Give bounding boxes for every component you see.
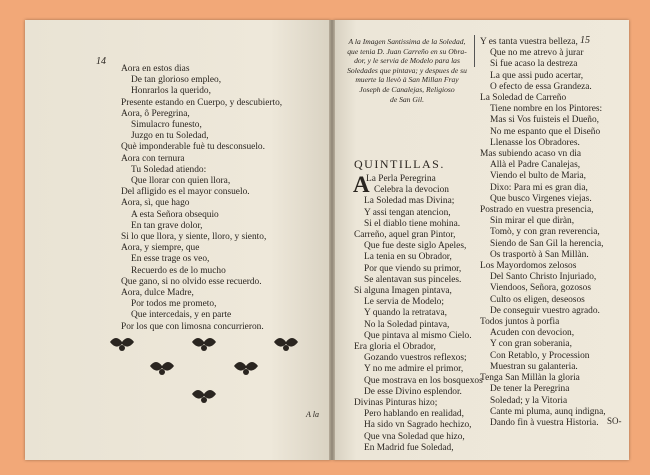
- verse-line: Tenga San Millàn la gloria: [480, 373, 580, 384]
- verse-line: Que fue deste siglo Apeles,: [364, 241, 467, 252]
- verse-line: La Soledad mas Divina;: [364, 196, 455, 207]
- verse-line: O efecto de essa Grandeza.: [490, 81, 592, 92]
- dedication-line: de San Gil.: [390, 94, 424, 104]
- verse-line: De tener la Peregrina: [490, 384, 570, 395]
- fleuron-icon: [234, 362, 258, 375]
- verse-line: Mas subiendo acaso vn dia: [480, 149, 582, 160]
- verse-line: Que pintava al mismo Cielo.: [364, 330, 472, 341]
- verse-line: Viendo el bulto de Maria,: [490, 171, 587, 182]
- verse-line: Le servia de Modelo;: [364, 297, 444, 308]
- verse-line: Acuden con devocion,: [490, 328, 575, 339]
- verse-line: Si fue acaso la destreza: [490, 59, 578, 70]
- verse-line: No la Soledad pintava,: [364, 319, 450, 330]
- right-page-number: 15: [580, 35, 590, 46]
- verse-line: Del afligido es el mayor consuelo.: [121, 187, 250, 198]
- verse-line: Cante mi pluma, aunq indigna,: [490, 406, 606, 417]
- verse-line: Os trasportò à San Millàn.: [490, 249, 589, 260]
- verse-line: Si el diablo tiene mohina.: [364, 218, 461, 229]
- verse-line: Honrarlos la querido,: [131, 86, 211, 97]
- verse-line: Dixo: Para mi es gran dia,: [490, 182, 588, 193]
- verse-line: Postrado en vuestra presencia,: [480, 205, 594, 216]
- drop-cap: A: [353, 172, 370, 197]
- verse-line: Era gloria el Obrador,: [354, 342, 436, 353]
- verse-line: Sin mirar el que diràn,: [490, 216, 575, 227]
- verse-line: Que no me atrevo à jurar: [490, 48, 584, 59]
- verse-line: A esta Señora obsequio: [131, 209, 219, 220]
- dedication-line: Joseph de Canalejas, Religioso: [359, 84, 455, 94]
- printer-ornaments: [108, 330, 308, 420]
- fleuron-icon: [192, 338, 216, 351]
- verse-line: Aora, ô Peregrina,: [121, 108, 190, 119]
- verse-line: Llenasse los Obradores.: [490, 137, 580, 148]
- dedication-line: Soledades que pintava; y despues de su: [347, 65, 467, 75]
- left-poem-lines: [121, 64, 282, 333]
- verse-line: Aora, dulce Madre,: [121, 288, 194, 299]
- verse-line: La tenia en su Obrador,: [364, 252, 452, 263]
- dedication-line: A la Imagen Santissima de la Soledad,: [348, 37, 466, 46]
- fleuron-icon: [192, 390, 216, 403]
- verse-line: Gozando vuestros reflexos;: [364, 353, 467, 364]
- verse-line: Simulacro funesto,: [131, 120, 202, 131]
- verse-line: De conseguir vuestro agrado.: [490, 305, 600, 316]
- verse-line: La Soledad de Carreño: [480, 93, 567, 104]
- verse-line: Presente estando en Cuerpo, y descubierto,: [121, 97, 283, 108]
- verse-line: Aora, sì, que hago: [121, 198, 190, 209]
- verse-line: Y es tanta vuestra belleza,: [480, 37, 578, 47]
- verse-line: Tiene nombre en los Pintores:: [490, 104, 603, 115]
- dedication-line: muerte la llevò à San Millan Fray: [355, 75, 459, 85]
- verse-line: Tomò, y con gran reverencia,: [490, 227, 600, 238]
- verse-line: Que llorar con quien llora,: [131, 176, 231, 187]
- verse-line: No me espanto que el Diseño: [490, 126, 601, 137]
- dedication-line: que tenia D. Juan Carreño en su Obra-: [347, 46, 467, 56]
- verse-line: Que vna Soledad que hizo,: [364, 431, 465, 442]
- column-rule: [474, 35, 475, 67]
- verse-line: Y assi tengan atencion,: [364, 207, 451, 218]
- verse-line: Ha sido vn Sagrado hechizo,: [364, 420, 472, 431]
- right-poem-column-2: [480, 37, 606, 429]
- verse-line: Allà el Padre Canalejas,: [490, 160, 581, 171]
- verse-line: Carreño, aquel gran Pintor,: [354, 230, 456, 241]
- verse-line: Què imponderable fuè tu desconsuelo.: [121, 142, 265, 153]
- verse-line: Pero hablando en realidad,: [364, 409, 464, 420]
- left-page-number: 14: [96, 56, 106, 67]
- verse-line: Celebra la devocion: [374, 185, 449, 196]
- left-catchword: A la: [306, 410, 319, 419]
- verse-line: Si alguna Imagen pintava,: [354, 286, 452, 297]
- verse-line: Aora, y siempre, que: [121, 243, 200, 254]
- verse-line: Aora con ternura: [121, 153, 185, 164]
- verse-line: Que gano, si no olvido esse recuerdo.: [121, 276, 262, 287]
- verse-line: Divinas Pinturas hizo;: [354, 398, 438, 409]
- verse-line: Del Santo Christo Injuriado,: [490, 272, 597, 283]
- right-catchword: SO-: [607, 416, 622, 426]
- verse-line: Juzgo en tu Soledad,: [131, 131, 209, 142]
- verse-line: Siendo de San Gil la herencia,: [490, 238, 604, 249]
- verse-line: Tu Soledad atiendo:: [131, 164, 207, 175]
- dedication-line: dor, y le servia de Modelo para las: [354, 56, 460, 66]
- verse-line: Por los que con limosna concurrieron.: [121, 321, 264, 332]
- verse-line: Mas si Vos fuisteis el Dueño,: [490, 115, 600, 126]
- fleuron-icon: [274, 338, 298, 351]
- verse-line: Viendoos, Señora, gozosos: [490, 283, 591, 294]
- verse-line: Que intercedais, y en parte: [131, 310, 232, 321]
- verse-line: En tan grave dolor,: [131, 220, 203, 231]
- verse-line: Por todos me prometo,: [131, 299, 217, 310]
- book-gutter: [329, 20, 335, 460]
- verse-line: Culto os eligen, deseosos: [490, 294, 585, 305]
- fleuron-icon: [110, 338, 134, 351]
- verse-line: De esse Divino esplendor.: [364, 386, 462, 397]
- verse-line: Recuerdo es de lo mucho: [131, 265, 226, 276]
- verse-line: Que busco Virgenes viejas.: [490, 193, 592, 204]
- verse-line: Que mostrava en los bosquexos: [364, 375, 483, 386]
- verse-line: Y quando la retratava,: [364, 308, 447, 319]
- verse-line: Y con gran soberania,: [490, 339, 572, 350]
- verse-line: La Perla Peregrina: [366, 174, 436, 184]
- verse-line: Muestran su galanteria.: [490, 361, 578, 372]
- verse-line: Los Mayordomos zelosos: [480, 261, 577, 272]
- verse-line: La que assi pudo acertar,: [490, 70, 584, 81]
- verse-line: Y no me admire el primor,: [364, 364, 464, 375]
- verse-line: De tan glorioso empleo,: [131, 75, 222, 86]
- fleuron-icon: [150, 362, 174, 375]
- quintillas-heading: QUINTILLAS.: [354, 157, 445, 171]
- verse-line: Con Retablo, y Procession: [490, 350, 590, 361]
- verse-line: Soledad; y la Vitoria: [490, 395, 568, 406]
- verse-line: Se alentavan sus pinceles.: [364, 274, 462, 285]
- verse-line: Por que viendo su primor,: [364, 263, 462, 274]
- verse-line: Dando fin à vuestra Historia.: [490, 417, 599, 428]
- verse-line: En Madrid fue Soledad,: [364, 442, 454, 453]
- right-poem-column-1: [354, 174, 483, 454]
- dedication-block: [340, 37, 474, 104]
- verse-line: Aora en estos dias: [121, 64, 190, 74]
- verse-line: En esse trage os veo,: [131, 254, 210, 265]
- verse-line: Si lo que llora, y siente, lloro, y siento,: [121, 232, 267, 243]
- verse-line: Todos juntos à porfia: [480, 317, 560, 328]
